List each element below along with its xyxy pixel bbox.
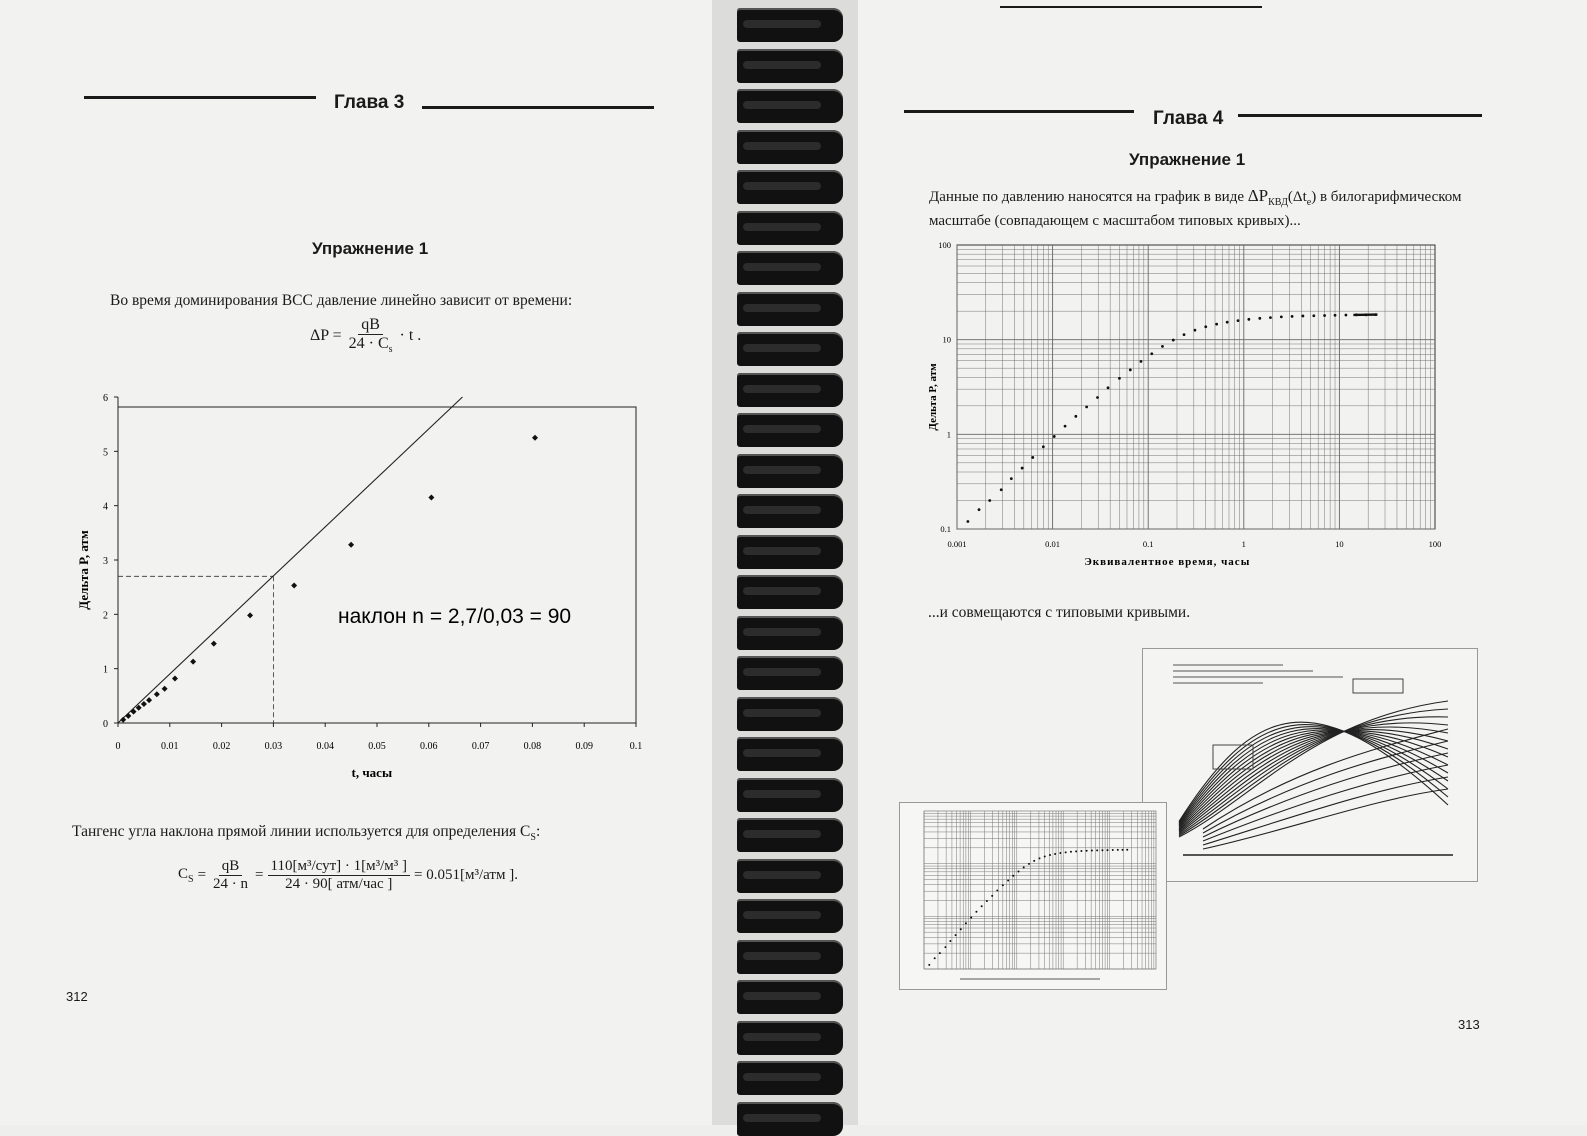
log-data-point bbox=[1085, 405, 1088, 408]
binding-coil bbox=[737, 1021, 843, 1055]
x-tick-label: 0.06 bbox=[420, 741, 438, 752]
log-data-point bbox=[1334, 314, 1337, 317]
log-data-point bbox=[988, 499, 991, 502]
data-point bbox=[428, 495, 434, 501]
small-data-point bbox=[1018, 871, 1020, 873]
log-data-point bbox=[1129, 368, 1132, 371]
intro-right-arg: (Δt bbox=[1288, 189, 1307, 205]
log-data-point bbox=[1345, 314, 1348, 317]
x-tick-label: 0.03 bbox=[265, 741, 283, 752]
log-data-point bbox=[1247, 318, 1250, 321]
x-tick-label: 0.04 bbox=[316, 741, 334, 752]
cs-result: = 0.051[м³/атм ]. bbox=[414, 867, 518, 884]
slope-annotation: наклон n = 2,7/0,03 = 90 bbox=[338, 605, 571, 628]
small-data-point bbox=[975, 911, 977, 913]
cs-fraction-1 bbox=[210, 858, 251, 893]
small-data-point bbox=[1096, 849, 1098, 851]
binding-coil bbox=[737, 859, 843, 893]
log-data-point bbox=[1172, 339, 1175, 342]
binding-coil bbox=[737, 899, 843, 933]
cs-eq2: = bbox=[255, 867, 263, 884]
header-rule-left bbox=[84, 96, 316, 99]
x-tick-label: 0 bbox=[116, 741, 121, 752]
log-y-tick-label: 100 bbox=[938, 240, 951, 250]
x-tick-label: 0.09 bbox=[575, 741, 593, 752]
small-data-point bbox=[1033, 860, 1035, 862]
formula-fraction bbox=[346, 316, 396, 355]
small-data-point bbox=[1012, 875, 1014, 877]
intro-paragraph-right bbox=[929, 186, 1489, 231]
top-edge-rule bbox=[1000, 6, 1262, 8]
binding-coil bbox=[737, 170, 843, 204]
log-chart bbox=[925, 235, 1450, 580]
cs-fraction-2 bbox=[268, 858, 411, 893]
log-data-point bbox=[1042, 445, 1045, 448]
small-data-point bbox=[1038, 857, 1040, 859]
log-data-point bbox=[978, 508, 981, 511]
page-number-left: 312 bbox=[66, 989, 88, 1004]
small-chart-image bbox=[899, 802, 1167, 990]
small-data-point bbox=[1106, 849, 1108, 851]
log-data-point bbox=[1118, 377, 1121, 380]
log-y-tick-label: 10 bbox=[943, 335, 952, 345]
data-point bbox=[125, 713, 131, 719]
small-data-point bbox=[1044, 855, 1046, 857]
data-point bbox=[291, 583, 297, 589]
y-tick-label: 4 bbox=[103, 502, 108, 513]
binding-coil bbox=[737, 454, 843, 488]
page-number-right: 313 bbox=[1458, 1017, 1480, 1032]
binding-coil bbox=[737, 818, 843, 852]
log-y-tick-label: 0.1 bbox=[940, 524, 951, 534]
small-data-point bbox=[928, 964, 930, 966]
log-data-point bbox=[1280, 315, 1283, 318]
plot-frame bbox=[118, 407, 636, 723]
x-axis-label: t, часы bbox=[352, 765, 393, 780]
binding-coil bbox=[737, 251, 843, 285]
linear-chart bbox=[70, 385, 650, 785]
match-paragraph: ...и совмещаются с типовыми кривыми. bbox=[928, 603, 1190, 622]
log-data-point bbox=[1031, 456, 1034, 459]
log-x-tick-label: 1 bbox=[1242, 539, 1246, 549]
small-data-point bbox=[1112, 849, 1114, 851]
intro-right-arg-sub: e bbox=[1307, 197, 1311, 208]
small-data-point bbox=[1023, 866, 1025, 868]
formula-lhs: ΔP = bbox=[310, 327, 342, 345]
log-data-point bbox=[1312, 314, 1315, 317]
formula-den-text: 24 · C bbox=[349, 335, 389, 352]
cs-eq1: = bbox=[198, 867, 206, 884]
small-data-point bbox=[1117, 849, 1119, 851]
slope-line bbox=[118, 397, 462, 723]
binding-coil bbox=[737, 211, 843, 245]
header-rule-left-r bbox=[904, 110, 1134, 113]
log-data-point bbox=[1237, 319, 1240, 322]
log-y-axis-label: Дельта P, атм bbox=[927, 363, 939, 431]
log-data-point bbox=[1194, 329, 1197, 332]
data-point bbox=[172, 675, 178, 681]
log-data-point bbox=[1323, 314, 1326, 317]
cs-num2: 110[м³/сут] · 1[м³/м³ ] bbox=[268, 858, 411, 876]
binding-coil bbox=[737, 778, 843, 812]
log-data-point bbox=[1064, 425, 1067, 428]
data-point bbox=[211, 641, 217, 647]
header-rule-right-r bbox=[1238, 114, 1482, 117]
y-tick-label: 6 bbox=[103, 393, 108, 404]
log-data-point bbox=[1074, 415, 1077, 418]
small-data-point bbox=[996, 889, 998, 891]
chapter-title-left: Глава 3 bbox=[334, 92, 404, 114]
tangent-paragraph bbox=[72, 822, 540, 847]
data-point bbox=[532, 435, 538, 441]
small-data-point bbox=[1028, 863, 1030, 865]
log-data-point bbox=[1226, 321, 1229, 324]
tangent-sub: S bbox=[530, 832, 536, 843]
x-tick-label: 0.05 bbox=[368, 741, 386, 752]
y-tick-label: 3 bbox=[103, 556, 108, 567]
log-x-tick-label: 10 bbox=[1335, 539, 1344, 549]
log-x-tick-label: 0.01 bbox=[1045, 539, 1060, 549]
x-tick-label: 0.02 bbox=[213, 741, 231, 752]
binding-coil bbox=[737, 535, 843, 569]
log-data-point bbox=[1215, 323, 1218, 326]
cs-den2: 24 · 90[ атм/час ] bbox=[282, 876, 395, 893]
small-data-point bbox=[1086, 850, 1088, 852]
log-plot-frame bbox=[957, 245, 1435, 529]
log-data-point bbox=[1000, 488, 1003, 491]
data-point bbox=[131, 709, 137, 715]
binding-coil bbox=[737, 292, 843, 326]
binding-coil bbox=[737, 373, 843, 407]
cs-lhs-text: C bbox=[178, 866, 188, 882]
log-data-point bbox=[1053, 435, 1056, 438]
y-axis-label: Дельта P, атм bbox=[76, 530, 91, 610]
x-tick-label: 0.08 bbox=[524, 741, 542, 752]
data-point bbox=[146, 697, 152, 703]
log-grid bbox=[957, 245, 1435, 529]
small-data-point bbox=[1075, 850, 1077, 852]
x-tick-label: 0.01 bbox=[161, 741, 179, 752]
log-data-point bbox=[1150, 352, 1153, 355]
intro-right-part-b: в билогарифмическом bbox=[1316, 189, 1461, 205]
log-data-point bbox=[1161, 345, 1164, 348]
small-data-point bbox=[1122, 849, 1124, 851]
cs-formula bbox=[178, 858, 518, 893]
data-point bbox=[247, 612, 253, 618]
intro-right-dp: ΔP bbox=[1248, 186, 1268, 205]
binding-coil bbox=[737, 494, 843, 528]
binding-coil bbox=[737, 8, 843, 42]
log-data-point bbox=[1107, 386, 1110, 389]
x-tick-label: 0.07 bbox=[472, 741, 490, 752]
exercise-title-right: Упражнение 1 bbox=[1129, 150, 1245, 170]
tangent-colon: : bbox=[536, 823, 540, 840]
binding-coil bbox=[737, 656, 843, 690]
binding-coil bbox=[737, 980, 843, 1014]
binding-coil bbox=[737, 413, 843, 447]
cs-lhs-sub: S bbox=[188, 874, 194, 885]
header-rule-right bbox=[422, 106, 654, 109]
x-tick-label: 0.1 bbox=[630, 741, 643, 752]
small-data-point bbox=[1101, 849, 1103, 851]
small-data-point bbox=[986, 900, 988, 902]
log-x-axis-label: Эквивалентное время, часы bbox=[1084, 556, 1250, 568]
log-data-point bbox=[1204, 325, 1207, 328]
log-data-point bbox=[1183, 333, 1186, 336]
intro-right-line2: масштабе (совпадающем с масштабом типовых кривых)... bbox=[929, 213, 1301, 229]
log-x-tick-label: 100 bbox=[1429, 539, 1442, 549]
binding-coil bbox=[737, 130, 843, 164]
small-data-point bbox=[981, 905, 983, 907]
binding-coil bbox=[737, 89, 843, 123]
binding-coil bbox=[737, 697, 843, 731]
y-tick-label: 0 bbox=[103, 719, 108, 730]
small-data-point bbox=[1049, 854, 1051, 856]
intro-right-kvd: КВД bbox=[1268, 197, 1288, 208]
log-data-point bbox=[1258, 317, 1261, 320]
small-data-point bbox=[1070, 851, 1072, 853]
small-chart-drawing bbox=[900, 803, 1166, 989]
pressure-formula bbox=[310, 316, 421, 355]
small-data-point bbox=[1059, 852, 1061, 854]
small-data-point bbox=[1054, 853, 1056, 855]
small-data-point bbox=[955, 934, 957, 936]
small-data-point bbox=[1065, 851, 1067, 853]
small-data-point bbox=[960, 928, 962, 930]
binding-coil bbox=[737, 575, 843, 609]
log-data-point bbox=[966, 520, 969, 523]
cs-num1: qB bbox=[219, 858, 243, 876]
small-data-point bbox=[949, 940, 951, 942]
chapter-title-right: Глава 4 bbox=[1153, 108, 1223, 130]
type-curve-drawing bbox=[1143, 649, 1477, 881]
formula-numerator: qB bbox=[358, 316, 383, 335]
small-data-point bbox=[1126, 849, 1128, 851]
binding-coil bbox=[737, 940, 843, 974]
formula-tail: · t . bbox=[400, 327, 422, 345]
data-point bbox=[162, 686, 168, 692]
binding-coil bbox=[737, 49, 843, 83]
y-tick-label: 5 bbox=[103, 447, 108, 458]
log-x-tick-label: 0.001 bbox=[947, 539, 966, 549]
log-data-point bbox=[1021, 467, 1024, 470]
log-data-point bbox=[1010, 477, 1013, 480]
log-data-point bbox=[1096, 396, 1099, 399]
intro-right-arg-close: ) bbox=[1311, 189, 1316, 205]
log-data-point bbox=[1140, 360, 1143, 363]
data-point bbox=[120, 717, 126, 723]
y-tick-label: 2 bbox=[103, 610, 108, 621]
log-data-point bbox=[1301, 315, 1304, 318]
log-data-point bbox=[1291, 315, 1294, 318]
small-data-point bbox=[934, 957, 936, 959]
type-curve-image bbox=[1142, 648, 1478, 882]
log-x-tick-label: 0.1 bbox=[1143, 539, 1154, 549]
binding-coil bbox=[737, 616, 843, 650]
binding-coil bbox=[737, 332, 843, 366]
small-data-point bbox=[965, 922, 967, 924]
small-data-point bbox=[970, 917, 972, 919]
binding-coil bbox=[737, 737, 843, 771]
small-data-point bbox=[1080, 850, 1082, 852]
intro-paragraph-left: Во время доминирования ВСС давление линейно зависит от времени: bbox=[110, 291, 572, 310]
data-point bbox=[141, 701, 147, 707]
formula-denominator bbox=[346, 335, 396, 355]
y-tick-label: 1 bbox=[103, 665, 108, 676]
data-point bbox=[348, 542, 354, 548]
small-data-point bbox=[939, 952, 941, 954]
log-data-point bbox=[1269, 316, 1272, 319]
small-data-point bbox=[1091, 849, 1093, 851]
binding-coil bbox=[737, 1061, 843, 1095]
small-data-point bbox=[1007, 879, 1009, 881]
cs-den1: 24 · n bbox=[210, 876, 251, 893]
binding-coil bbox=[737, 1102, 843, 1136]
intro-right-part-a: Данные по давлению наносятся на график в виде bbox=[929, 189, 1248, 205]
small-data-point bbox=[1002, 884, 1004, 886]
data-point bbox=[190, 659, 196, 665]
formula-den-sub: s bbox=[389, 344, 393, 355]
log-y-tick-label: 1 bbox=[947, 429, 951, 439]
data-point bbox=[154, 691, 160, 697]
small-data-point bbox=[991, 895, 993, 897]
exercise-title-left: Упражнение 1 bbox=[312, 239, 428, 259]
tangent-text: Тангенс угла наклона прямой линии используется для определения C bbox=[72, 823, 530, 840]
cs-lhs bbox=[178, 866, 194, 885]
small-data-point bbox=[944, 946, 946, 948]
